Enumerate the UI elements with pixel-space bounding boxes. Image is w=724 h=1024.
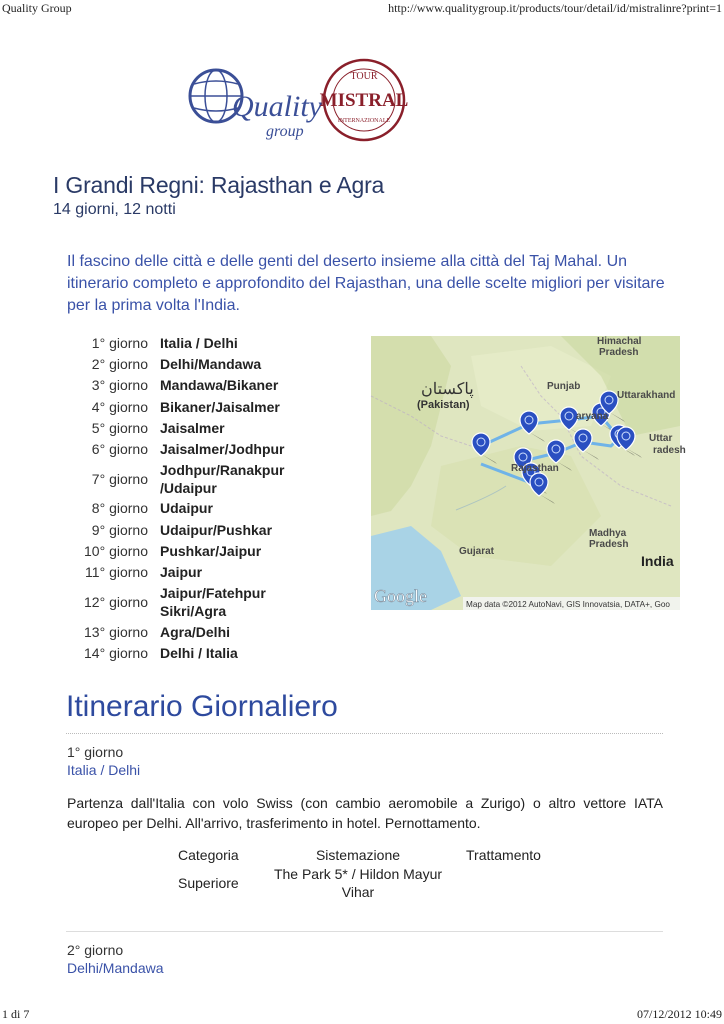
svg-text:TOUR: TOUR (350, 71, 378, 82)
map-label-uttar-cont: radesh (653, 445, 686, 456)
tour-title: I Grandi Regni: Rajasthan e Agra (53, 172, 385, 198)
itinerary-route: Pushkar/Jaipur (160, 543, 262, 560)
itinerary-row (66, 621, 304, 642)
itinerary-route: Jaisalmer (160, 419, 225, 436)
acc-header-hotel: Sistemazione (315, 847, 401, 863)
day-2-label: 2° giorno (67, 942, 124, 958)
itinerary-day: 4° giorno (91, 398, 148, 415)
map-label-madhya-cont: Pradesh (589, 539, 629, 550)
acc-board (458, 865, 566, 901)
day-1-route: Italia / Delhi (67, 762, 141, 778)
svg-text:MISTRAL: MISTRAL (319, 90, 409, 111)
itinerary-route: Jodhpur/Ranakpur /Udaipur (160, 461, 285, 496)
itinerary-row (66, 583, 304, 621)
map-label-haryana: aryana (576, 411, 609, 422)
print-footer-page: 1 di 7 (2, 1007, 30, 1021)
tour-duration: 14 giorni, 12 notti (53, 201, 176, 218)
itinerary-route: Jaipur (160, 564, 203, 581)
itinerary-route: Bikaner/Jaisalmer (160, 398, 280, 415)
itinerary-row (66, 396, 304, 417)
print-footer-date: 07/12/2012 10:49 (636, 1007, 722, 1021)
itinerary-day: 13° giorno (84, 623, 148, 640)
itinerary-row (66, 519, 304, 540)
itinerary-route: Jaipur/Fatehpur Sikri/Agra (160, 584, 266, 619)
quality-wordmark: Quality (232, 90, 322, 123)
map-attribution: Map data ©2012 AutoNavi, GIS Innovatsia, DATA+, Goo (466, 600, 670, 609)
itinerary-route: Delhi / Italia (160, 644, 238, 661)
itinerary-table (66, 332, 304, 664)
itinerary-row (66, 460, 304, 498)
itinerary-day: 1° giorno (91, 334, 148, 351)
route-map[interactable] (371, 336, 686, 610)
itinerary-day: 3° giorno (91, 377, 148, 394)
itinerary-row (66, 642, 304, 663)
map-label-gujarat: Gujarat (459, 546, 495, 557)
day-separator (66, 931, 663, 932)
map-label-himachal: Himachal (597, 336, 642, 347)
itinerary-route: Jaisalmer/Jodhpur (160, 441, 285, 458)
itinerary-route: Italia / Delhi (160, 334, 238, 351)
map-label-madhya: Madhya (589, 528, 627, 539)
itinerary-route: Udaipur (160, 500, 213, 517)
google-logo: Google (374, 586, 427, 606)
print-header-url: http://www.qualitygroup.it/products/tour/detail/id/mistralinre?print=1 (388, 1, 722, 15)
map-label-urdu: پاکستان (421, 381, 474, 398)
itinerary-route: Delhi/Mandawa (160, 355, 262, 372)
itinerary-day: 10° giorno (84, 543, 148, 560)
map-label-pradesh-top: Pradesh (599, 347, 639, 358)
itinerary-day: 5° giorno (91, 419, 148, 436)
itinerary-day: 12° giorno (84, 593, 148, 610)
itinerary-route: Mandawa/Bikaner (160, 377, 279, 394)
map-label-uttarakhand: Uttarakhand (617, 390, 676, 401)
itinerary-route: Udaipur/Pushkar (160, 521, 273, 538)
itinerary-row (66, 562, 304, 583)
itinerary-day: 14° giorno (84, 644, 148, 661)
itinerary-row (66, 332, 304, 353)
itinerary-day: 7° giorno (91, 470, 148, 487)
acc-category: Superiore (178, 875, 239, 891)
accommodation-table (178, 845, 566, 901)
mistral-tour-logo (180, 58, 420, 146)
day-1-label: 1° giorno (67, 744, 124, 760)
itinerary-day: 6° giorno (91, 441, 148, 458)
map-label-rajasthan: Rajasthan (511, 463, 559, 474)
logos (180, 58, 420, 146)
acc-hotel: The Park 5* / Hildon Mayur Vihar (273, 866, 443, 900)
map-label-india: India (641, 553, 674, 569)
print-header-title: Quality Group (2, 1, 72, 15)
svg-text:INTERNAZIONALE: INTERNAZIONALE (337, 118, 391, 124)
day-1-description: Partenza dall'Italia con volo Swiss (con cambio aeromobile a Zurigo) o altro vettore IATA europeo per Delhi. All'arrivo, trasferimento in hotel. Pernottamento. (67, 795, 663, 831)
acc-header-board: Trattamento (466, 847, 541, 863)
acc-header-category: Categoria (178, 847, 239, 863)
itinerary-row (66, 498, 304, 519)
group-wordmark: group (266, 123, 304, 140)
itinerary-day: 8° giorno (91, 500, 148, 517)
itinerary-row (66, 438, 304, 459)
day-2-route: Delhi/Mandawa (67, 960, 164, 976)
map-label-pakistan: (Pakistan) (417, 399, 470, 411)
section-divider (66, 733, 663, 734)
map-label-punjab: Punjab (547, 381, 581, 392)
itinerary-row (66, 353, 304, 374)
map-label-uttar: Uttar (649, 433, 673, 444)
itinerary-day: 11° giorno (85, 564, 148, 581)
itinerary-row (66, 417, 304, 438)
itinerary-day: 9° giorno (91, 521, 148, 538)
section-title: Itinerario Giornaliero (66, 690, 338, 723)
itinerary-route: Agra/Delhi (160, 623, 231, 640)
itinerary-row (66, 540, 304, 561)
tour-intro: Il fascino delle città e delle genti del deserto insieme alla città del Taj Mahal. Un itinerario completo e approfondito del Rajasthan, una delle scelte migliori per visitare per la prima volta l'India. (67, 253, 665, 314)
map-canvas[interactable] (371, 336, 686, 610)
itinerary-row (66, 375, 304, 396)
itinerary-day: 2° giorno (91, 355, 148, 372)
